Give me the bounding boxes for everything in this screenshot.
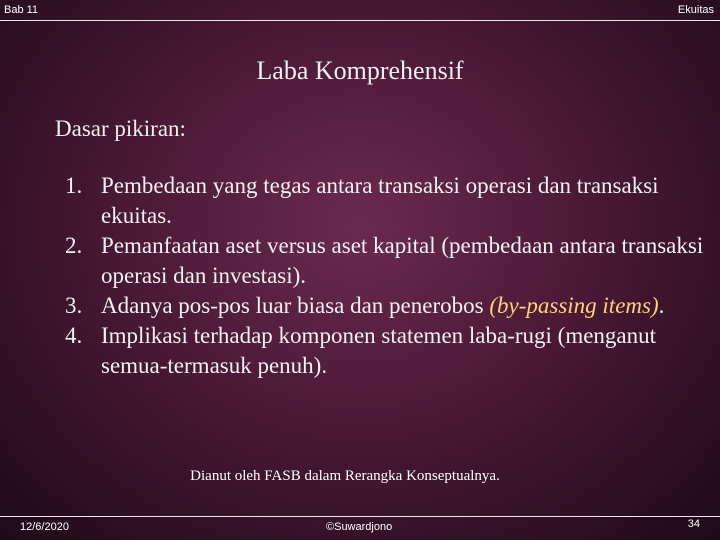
list-text: Adanya pos-pos luar biasa dan penerobos — [101, 293, 490, 318]
topic-label: Ekuitas — [677, 4, 714, 16]
footnote: Dianut oleh FASB dalam Rerangka Konseptualnya. — [190, 468, 500, 484]
footer-divider — [0, 516, 720, 517]
list-number: 1. — [65, 173, 83, 198]
list-text: Implikasi terhadap komponen statemen laba-rugi (menganut semua-termasuk penuh). — [101, 323, 657, 378]
list-text: Pembedaan yang tegas antara transaksi operasi dan transaksi ekuitas. — [101, 173, 659, 228]
list-emphasis: (by-passing items) — [489, 293, 659, 318]
list-text: Pemanfaatan aset versus aset kapital (pembedaan antara transaksi operasi dan investasi). — [101, 233, 704, 288]
list-punctuation: . — [658, 293, 665, 318]
list-number: 2. — [65, 233, 83, 258]
list-item — [65, 231, 705, 291]
list-number: 3. — [65, 293, 83, 318]
header-divider — [0, 20, 720, 21]
footer-date: 12/6/2020 — [20, 521, 69, 533]
slide-title: Laba Komprehensif — [256, 56, 464, 85]
list-item — [65, 171, 705, 231]
list-item — [65, 321, 705, 381]
footer-author: ©Suwardjono — [326, 521, 393, 533]
page-number: 34 — [687, 518, 700, 530]
list-item — [65, 291, 705, 321]
list-number: 4. — [65, 323, 83, 348]
slide-header — [0, 0, 720, 22]
numbered-list — [65, 171, 705, 381]
subheading: Dasar pikiran: — [55, 116, 186, 141]
chapter-label: Bab 11 — [4, 4, 39, 16]
